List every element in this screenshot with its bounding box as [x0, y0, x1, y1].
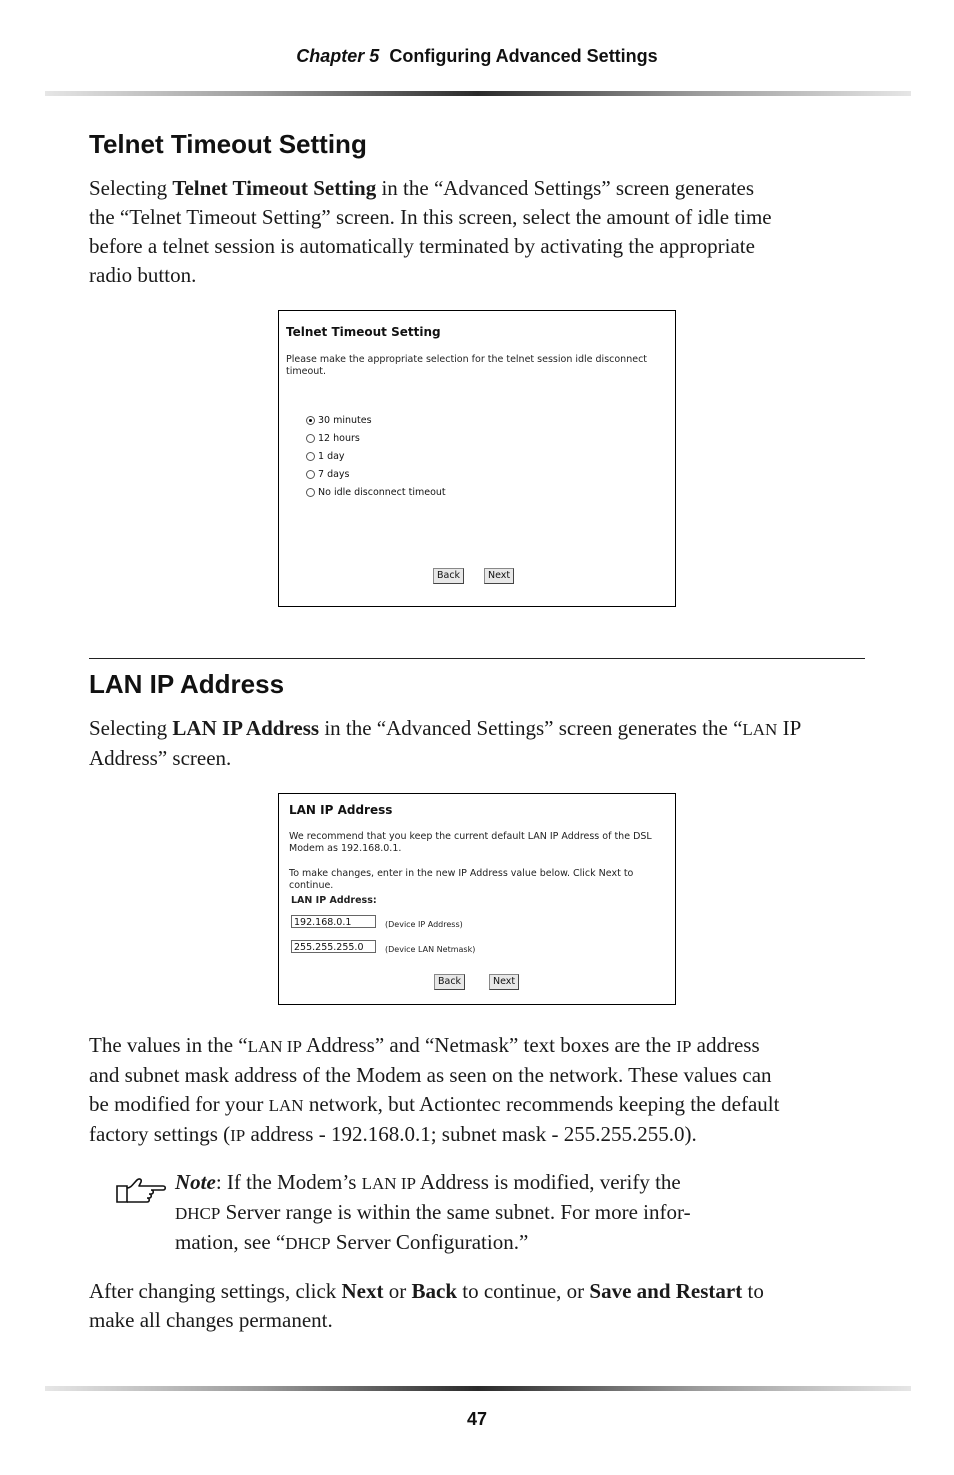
screen-title: LAN IP Address [289, 803, 393, 817]
radio-icon[interactable] [306, 452, 315, 461]
values-paragraph: The values in the “LAN IP Address” and “Netmask” text boxes are the IP address and subnet mask address of the Modem as seen on the network. These values can be modified for your LAN network, but Actiontec recommends keeping the default factory settings (IP address - 192.168.0.1; subnet mask - 255.255.255.0). [89, 1033, 780, 1146]
running-header [0, 46, 954, 67]
screen-recommendation: We recommend that you keep the current default LAN IP Address of the DSL Modem as 192.168.0.1. [289, 831, 652, 854]
radio-icon[interactable] [306, 488, 315, 497]
back-button[interactable]: Back [433, 568, 464, 584]
lan-ip-screenshot [278, 793, 676, 1005]
next-button[interactable]: Next [484, 568, 514, 584]
radio-option-12-hours[interactable]: 12 hours [306, 431, 360, 445]
note-label: Note [175, 1170, 216, 1194]
telnet-intro-paragraph: Selecting Telnet Timeout Setting in the “Advanced Settings” screen generates the “Telnet Timeout Setting” screen. In this screen, select the amount of idle time before a telnet session is automatically terminated by activating the appropriate radio button. [89, 176, 772, 287]
radio-icon[interactable] [306, 470, 315, 479]
ip-address-input[interactable]: 192.168.0.1 [291, 915, 376, 928]
final-paragraph: After changing settings, click Next or Back to continue, or Save and Restart to make all changes permanent. [89, 1279, 764, 1332]
netmask-input[interactable]: 255.255.255.0 [291, 940, 376, 953]
header-title: Configuring Advanced Settings [389, 46, 658, 66]
page-number: 47 [466, 1409, 488, 1429]
netmask-hint: (Device LAN Netmask) [385, 945, 476, 954]
footer-rule [45, 1386, 911, 1391]
pointing-hand-icon [115, 1176, 167, 1204]
note-paragraph: Note: If the Modem’s LAN IP Address is modified, verify the DHCP Server range is within the same subnet. For more infor- mation, see “DHCP Server Configuration.” [175, 1170, 691, 1254]
radio-option-7-days[interactable]: 7 days [306, 467, 350, 481]
radio-option-1-day[interactable]: 1 day [306, 449, 345, 463]
telnet-term: Telnet Timeout Setting [172, 176, 377, 200]
lan-ip-field-label: LAN IP Address: [291, 895, 377, 906]
lan-term: LAN IP Address [172, 716, 320, 740]
screen-instructions: Please make the appropriate selection for the telnet session idle disconnect timeout. [286, 354, 648, 377]
radio-option-no-timeout[interactable]: No idle disconnect timeout [306, 485, 446, 499]
section-heading-telnet: Telnet Timeout Setting [89, 129, 367, 159]
header-rule [45, 91, 911, 96]
section-divider [89, 658, 865, 659]
next-button[interactable]: Next [489, 974, 519, 990]
back-button[interactable]: Back [434, 974, 465, 990]
telnet-timeout-screenshot [278, 310, 676, 607]
screen-instructions: To make changes, enter in the new IP Address value below. Click Next to continue. [289, 868, 634, 891]
radio-option-30-minutes[interactable]: 30 minutes [306, 413, 372, 427]
radio-selected-icon[interactable] [306, 416, 315, 425]
screen-title: Telnet Timeout Setting [286, 325, 441, 339]
radio-icon[interactable] [306, 434, 315, 443]
ip-address-hint: (Device IP Address) [385, 920, 463, 929]
lan-intro-paragraph: Selecting LAN IP Address in the “Advanced Settings” screen generates the “LAN IP Address” screen. [89, 716, 802, 770]
section-heading-lan-ip: LAN IP Address [89, 669, 285, 699]
header-chapter: Chapter 5 [296, 46, 380, 66]
